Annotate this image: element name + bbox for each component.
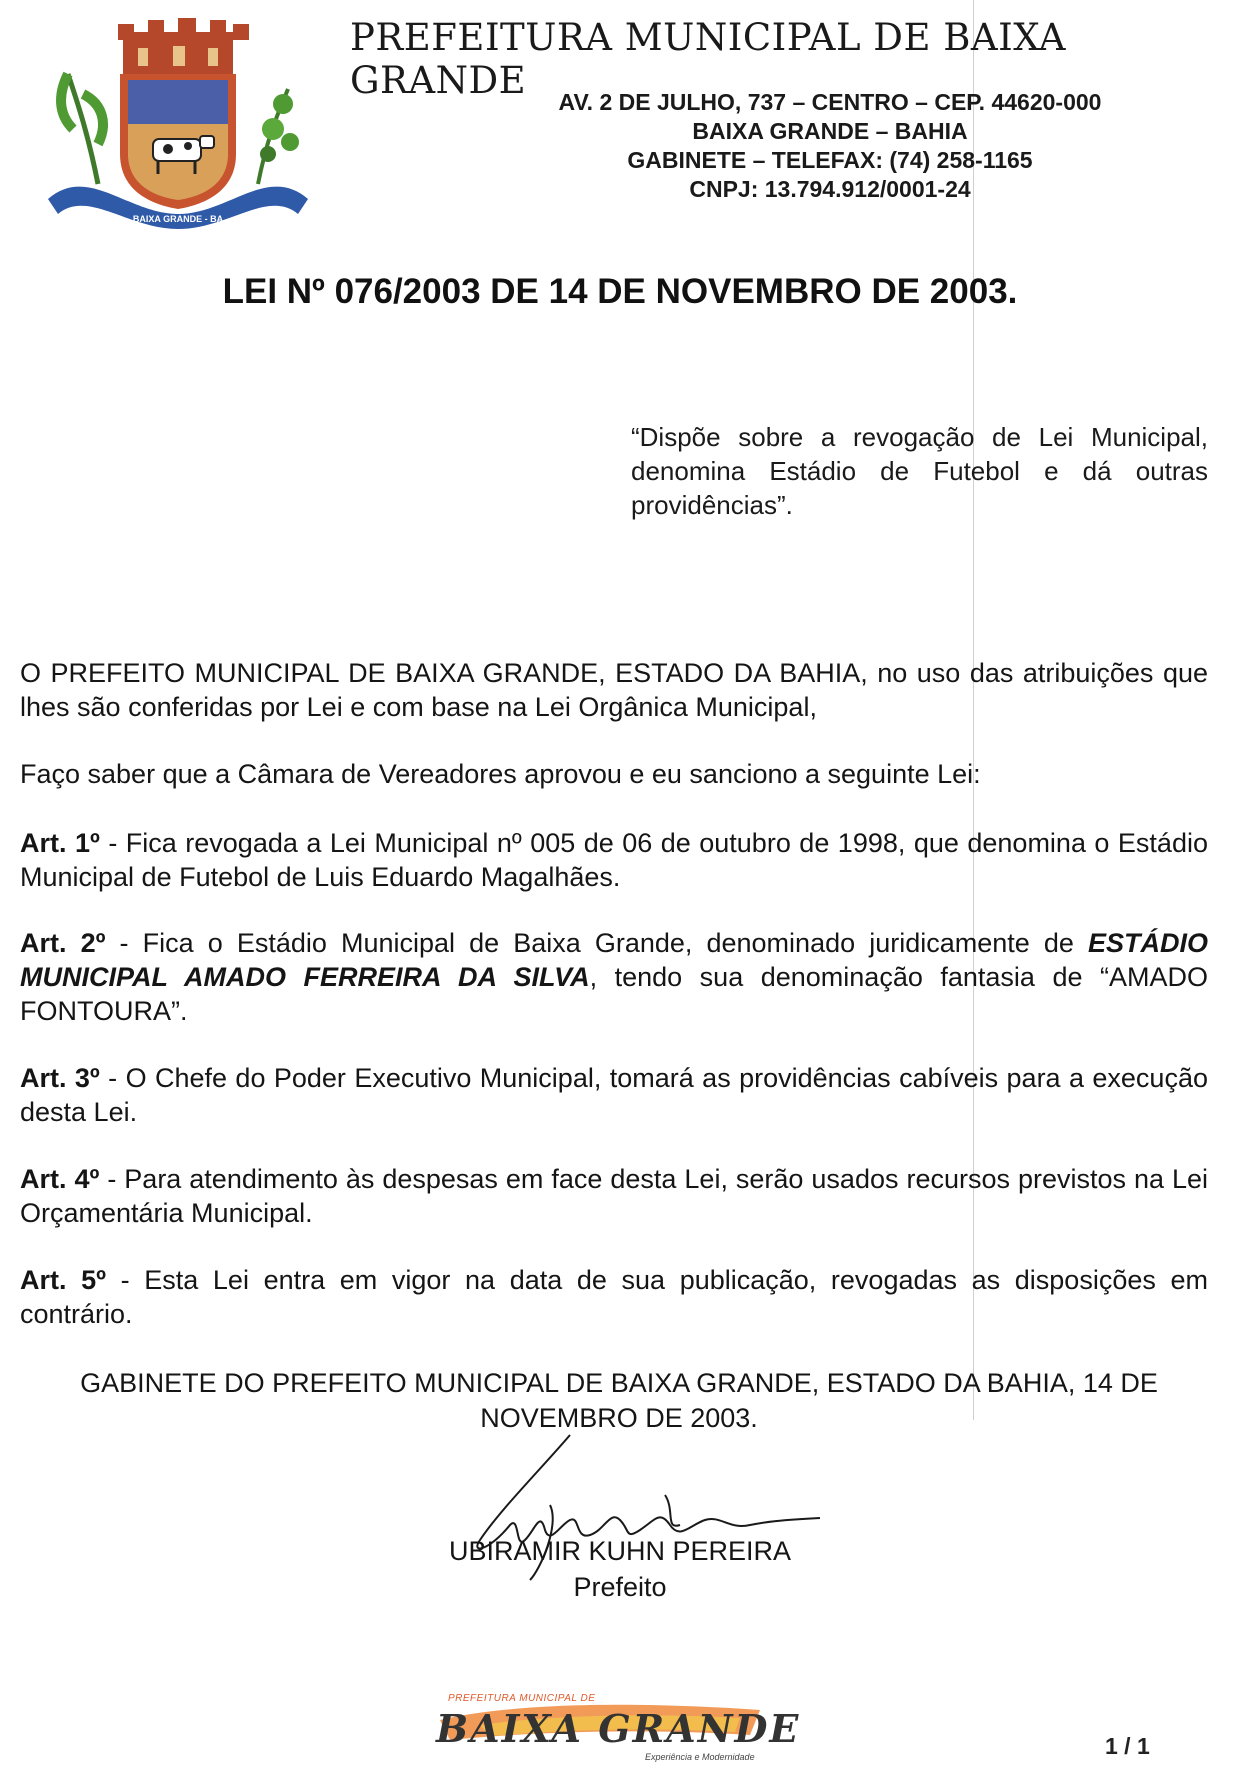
- law-summary: “Dispõe sobre a revogação de Lei Municipal, denomina Estádio de Futebol e dá outras providências”.: [631, 422, 1208, 520]
- article-text: - Para atendimento às despesas em face desta Lei, serão usados recursos previstos na Lei Orçamentária Municipal.: [20, 1164, 1208, 1228]
- article-4: [20, 1162, 1208, 1230]
- phone-line: GABINETE – TELEFAX: (74) 258-1165: [627, 147, 1033, 173]
- stadium-official-name: ESTÁDIO MUNICIPAL AMADO FERREIRA DA SILVA: [20, 928, 1208, 992]
- footer-logo-tagline: Experiência e Modernidade: [645, 1752, 755, 1762]
- footer-logo-top-text: PREFEITURA MUNICIPAL DE: [448, 1693, 596, 1704]
- article-label: Art. 3º: [20, 1063, 100, 1093]
- article-label: Art. 2º: [20, 928, 106, 958]
- article-text: , tendo sua denominação fantasia de “AMADO FONTOURA”.: [20, 962, 1208, 1026]
- closing-statement: GABINETE DO PREFEITO MUNICIPAL DE BAIXA GRANDE, ESTADO DA BAHIA, 14 DE NOVEMBRO DE 2003.: [80, 1368, 1158, 1433]
- article-text: - Esta Lei entra em vigor na data de sua publicação, revogadas as disposições em contrário.: [20, 1265, 1208, 1329]
- signatory-role: Prefeito: [573, 1572, 667, 1602]
- article-text: - Fica o Estádio Municipal de Baixa Grande, denominado juridicamente de: [105, 928, 1088, 958]
- page-number: 1 / 1: [1105, 1733, 1150, 1759]
- cnpj-line: CNPJ: 13.794.912/0001-24: [689, 176, 971, 202]
- address-line: AV. 2 DE JULHO, 737 – CENTRO – CEP. 44620-000: [558, 89, 1102, 115]
- municipal-crest-icon: [28, 14, 322, 232]
- city-line: BAIXA GRANDE – BAHIA: [692, 118, 968, 144]
- address-block: [420, 88, 1240, 204]
- signatory-name: UBIRAMIR KUHN PEREIRA: [448, 1536, 792, 1566]
- article-label: Art. 5º: [20, 1265, 107, 1295]
- article-5: [20, 1263, 1208, 1331]
- article-text: - Fica revogada a Lei Municipal nº 005 de 06 de outubro de 1998, que denomina o Estádio Municipal de Futebol de Luis Eduardo Magalhães.: [20, 828, 1208, 892]
- crest-banner-text: BAIXA GRANDE - BA: [132, 214, 224, 224]
- article-3: [20, 1061, 1208, 1129]
- article-2: [20, 926, 1208, 1028]
- law-title: LEI Nº 076/2003 DE 14 DE NOVEMBRO DE 2003.: [222, 272, 1018, 311]
- organization-name: PREFEITURA MUNICIPAL DE BAIXA GRANDE: [350, 16, 1067, 102]
- preamble-paragraph: O PREFEITO MUNICIPAL DE BAIXA GRANDE, ESTADO DA BAHIA, no uso das atribuições que lhes são conferidas por Lei e com base na Lei Orgânica Municipal,: [20, 658, 1208, 722]
- article-label: Art. 1º: [20, 828, 100, 858]
- article-label: Art. 4º: [20, 1164, 100, 1194]
- article-text: - O Chefe do Poder Executivo Municipal, tomará as providências cabíveis para a execução desta Lei.: [20, 1063, 1208, 1127]
- enactment-paragraph: Faço saber que a Câmara de Vereadores aprovou e eu sanciono a seguinte Lei:: [20, 759, 981, 789]
- article-1: [20, 826, 1208, 894]
- footer-logo-main-text: BAIXA GRANDE: [436, 1706, 801, 1751]
